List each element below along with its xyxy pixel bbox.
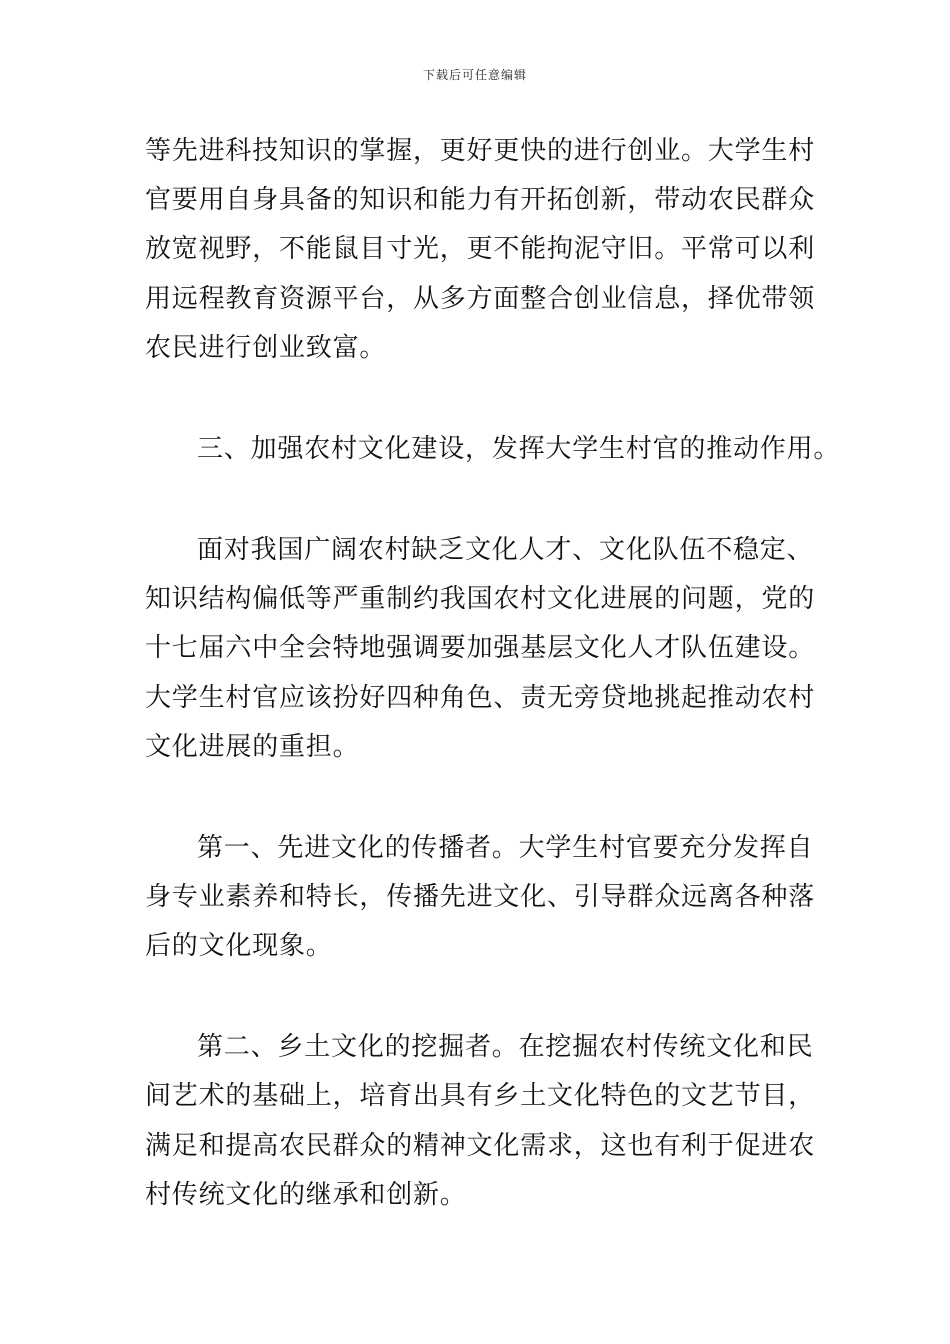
paragraph-1-line-1: 等先进科技知识的掌握，更好更快的进行创业。大学生村 <box>145 136 816 166</box>
paragraph-1-line-4: 用远程教育资源平台，从多方面整合创业信息，择优带领 <box>145 284 816 314</box>
paragraph-4-line-2: 身专业素养和特长，传播先进文化、引导群众远离各种落 <box>145 882 816 912</box>
paragraph-5-line-3: 满足和提高农民群众的精神文化需求，这也有利于促进农 <box>145 1131 816 1161</box>
paragraph-4-line-3: 后的文化现象。 <box>145 931 333 961</box>
paragraph-1-line-2: 官要用自身具备的知识和能力有开拓创新，带动农民群众 <box>145 185 816 215</box>
header-note: 下载后可任意编辑 <box>422 68 527 82</box>
paragraph-1-line-5: 农民进行创业致富。 <box>145 333 387 363</box>
paragraph-5-line-4: 村传统文化的继承和创新。 <box>145 1180 467 1210</box>
section-heading: 三、加强农村文化建设，发挥大学生村官的推动作用。 <box>197 434 841 464</box>
paragraph-5-line-1: 第二、乡土文化的挖掘者。在挖掘农村传统文化和民 <box>197 1032 814 1062</box>
paragraph-3-line-5: 文化进展的重担。 <box>145 732 360 762</box>
paragraph-3-line-3: 十七届六中全会特地强调要加强基层文化人才队伍建设。 <box>145 633 816 663</box>
paragraph-4-line-1: 第一、先进文化的传播者。大学生村官要充分发挥自 <box>197 833 814 863</box>
paragraph-5-line-2: 间艺术的基础上，培育出具有乡土文化特色的文艺节目， <box>145 1081 816 1111</box>
paragraph-3-line-1: 面对我国广阔农村缺乏文化人才、文化队伍不稳定、 <box>197 535 814 565</box>
paragraph-3-line-4: 大学生村官应该扮好四种角色、责无旁贷地挑起推动农村 <box>145 683 816 713</box>
paragraph-1-line-3: 放宽视野，不能鼠目寸光，更不能拘泥守旧。平常可以利 <box>145 234 816 264</box>
paragraph-3-line-2: 知识结构偏低等严重制约我国农村文化进展的问题，党的 <box>145 584 816 614</box>
